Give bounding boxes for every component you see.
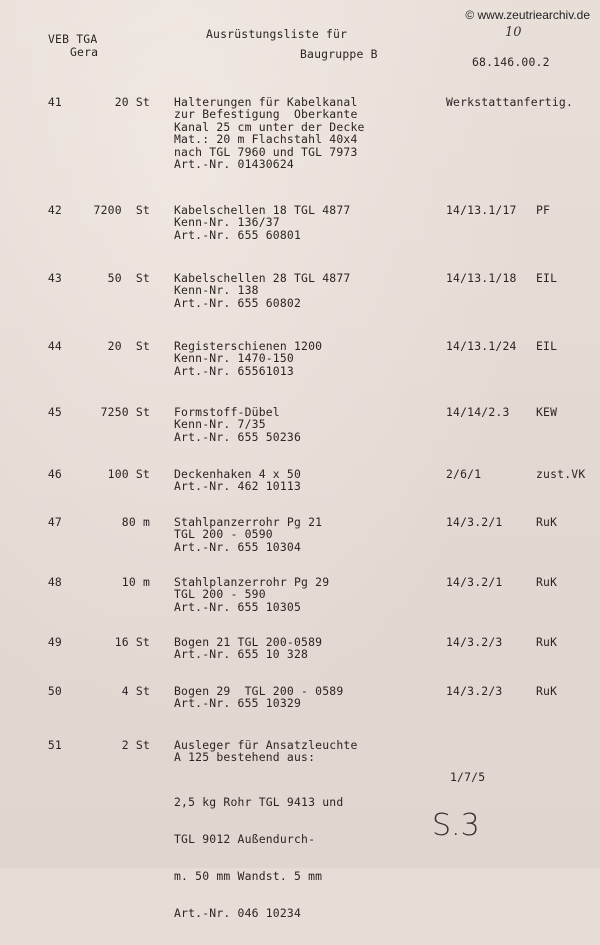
subitem-reference: 1/7/5 — [450, 770, 486, 784]
description-line: Art.-Nr. 655 10329 — [174, 696, 302, 711]
item-reference: 14/3.2/1 — [446, 575, 503, 589]
description-line: Art.-Nr. 655 50236 — [174, 429, 302, 444]
description-line: Halterungen für Kabelkanal — [174, 95, 358, 109]
title-line-1: Ausrüstungsliste für — [206, 27, 348, 41]
description-line: zur Befestigung Oberkante — [174, 107, 358, 122]
item-supplier-code: EIL — [536, 339, 558, 353]
item-supplier-code: RuK — [536, 515, 558, 529]
description-line: Bogen 21 TGL 200-0589 — [174, 635, 323, 649]
item-supplier-code: RuK — [536, 575, 558, 589]
item-supplier-code: KEW — [536, 405, 558, 419]
description-line: Ausleger für Ansatzleuchte — [174, 738, 358, 752]
description-line: Formstoff-Dübel — [174, 405, 280, 419]
item-description — [174, 636, 322, 661]
item-description — [174, 685, 343, 710]
item-number: 41 — [47, 95, 62, 109]
item-quantity: 2 St — [121, 738, 150, 752]
description-line: nach TGL 7960 und TGL 7973 — [174, 144, 358, 159]
item-supplier-code: PF — [536, 203, 551, 217]
description-line: Art.-Nr. 655 60802 — [174, 295, 302, 310]
item-quantity: 10 m — [121, 575, 150, 589]
item-description — [174, 272, 350, 309]
item-reference: 14/13.1/18 — [446, 271, 517, 285]
description-line: Art.-Nr. 655 60801 — [174, 227, 302, 242]
item-quantity: 16 St — [114, 635, 150, 649]
item-quantity: 20 St — [114, 95, 150, 109]
description-line: Kabelschellen 28 TGL 4877 — [174, 271, 351, 285]
item-supplier-code: EIL — [536, 271, 558, 285]
subitem-line: m. 50 mm Wandst. 5 mm — [174, 869, 323, 884]
description-line: Kanal 25 cm unter der Decke — [174, 119, 365, 134]
item-description — [174, 468, 301, 493]
handwritten-mark: S.3 — [432, 808, 480, 843]
item-quantity: 7200 St — [93, 203, 150, 217]
title-line-2: Baugruppe B — [300, 47, 378, 61]
subitem-line: Art.-Nr. 046 10234 — [174, 906, 302, 921]
document-number: 68.146.00.2 — [472, 55, 550, 69]
handwritten-page-number: 10 — [505, 25, 522, 40]
description-line: Art.-Nr. 462 10113 — [174, 479, 302, 494]
description-line: A 125 bestehend aus: — [174, 750, 316, 765]
description-line: Kabelschellen 18 TGL 4877 — [174, 203, 351, 217]
item-number: 43 — [47, 271, 62, 285]
item-reference: 2/6/1 — [446, 467, 482, 481]
item-quantity: 80 m — [121, 515, 150, 529]
item-supplier-code: zust.VK — [536, 467, 586, 481]
description-line: Mat.: 20 m Flachstahl 40x4 — [174, 132, 358, 147]
item-quantity: 7250 St — [100, 405, 150, 419]
item-description — [174, 739, 358, 764]
item-reference: 14/13.1/17 — [446, 203, 517, 217]
org-line-2: Gera — [70, 45, 99, 59]
item-description — [174, 516, 322, 553]
description-line: TGL 200 - 590 — [174, 587, 266, 602]
watermark-text: © www.zeutriearchiv.de — [465, 8, 590, 22]
subitem-text — [174, 771, 343, 945]
item-supplier-code: RuK — [536, 635, 558, 649]
description-line: Kenn-Nr. 1470-150 — [174, 351, 294, 366]
description-line: Art.-Nr. 655 10304 — [174, 539, 302, 554]
item-reference: 14/13.1/24 — [446, 339, 517, 353]
item-number: 49 — [47, 635, 62, 649]
item-number: 44 — [47, 339, 62, 353]
description-line: Registerschienen 1200 — [174, 339, 323, 353]
description-line: TGL 200 - 0590 — [174, 527, 273, 542]
item-quantity: 50 St — [107, 271, 150, 285]
description-line: Kenn-Nr. 136/37 — [174, 215, 280, 230]
item-number: 45 — [47, 405, 62, 419]
description-line: Art.-Nr. 655 10 328 — [174, 647, 309, 662]
item-reference: Werkstattanfertig. — [446, 95, 574, 109]
description-line: Deckenhaken 4 x 50 — [174, 467, 302, 481]
description-line: Stahlplanzerrohr Pg 29 — [174, 575, 330, 589]
item-reference: 14/3.2/3 — [446, 684, 503, 698]
item-description — [174, 406, 301, 443]
description-line: Kenn-Nr. 7/35 — [174, 417, 266, 432]
item-description — [174, 576, 329, 613]
item-description — [174, 204, 350, 241]
description-line: Stahlpanzerrohr Pg 21 — [174, 515, 323, 529]
description-line: Kenn-Nr. 138 — [174, 283, 259, 298]
description-line: Art.-Nr. 65561013 — [174, 363, 294, 378]
item-reference: 14/14/2.3 — [446, 405, 510, 419]
subitem-line: 2,5 kg Rohr TGL 9413 und — [174, 794, 344, 809]
item-quantity: 4 St — [121, 684, 150, 698]
item-supplier-code: RuK — [536, 684, 558, 698]
item-description — [174, 96, 365, 170]
item-number: 50 — [47, 684, 62, 698]
item-description — [174, 340, 322, 377]
org-line-1: VEB TGA — [48, 32, 98, 46]
description-line: Bogen 29 TGL 200 - 0589 — [174, 684, 344, 698]
item-reference: 14/3.2/3 — [446, 635, 503, 649]
description-line: Art.-Nr. 01430624 — [174, 157, 294, 172]
item-number: 47 — [47, 515, 62, 529]
item-reference: 14/3.2/1 — [446, 515, 503, 529]
subitem-line: TGL 9012 Außendurch- — [174, 832, 316, 847]
item-quantity: 100 St — [107, 467, 150, 481]
description-line: Art.-Nr. 655 10305 — [174, 599, 302, 614]
item-number: 42 — [47, 203, 62, 217]
item-number: 46 — [47, 467, 62, 481]
item-number: 51 — [47, 738, 62, 752]
item-quantity: 20 St — [107, 339, 150, 353]
item-number: 48 — [47, 575, 62, 589]
